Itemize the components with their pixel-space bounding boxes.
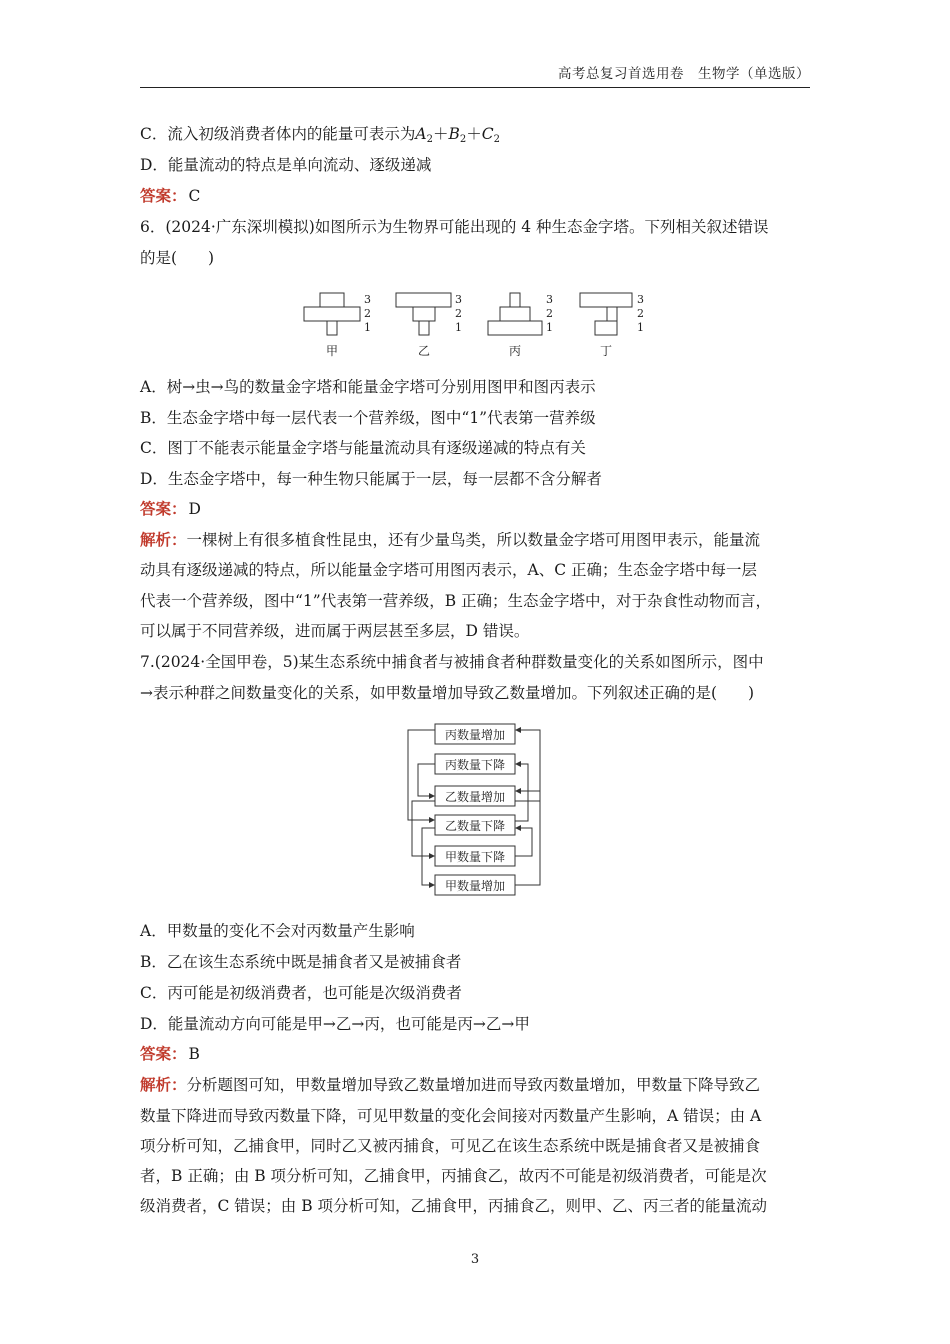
q7-option-d: D．能量流动方向可能是甲→乙→丙，也可能是丙→乙→甲 (140, 1015, 530, 1033)
pyramid-bing-level-3: 3 (546, 293, 553, 306)
q7-analysis-line5: 级消费者，C 错误；由 B 项分析可知，乙捕食甲，丙捕食乙，则甲、乙、丙三者的能量流动 (140, 1197, 768, 1215)
q7-answer: 答案： B (140, 1044, 200, 1063)
q7-option-c: C．丙可能是初级消费者，也可能是次级消费者 (140, 984, 462, 1002)
q6-analysis-line2: 动具有逐级递减的特点，所以能量金字塔可用图丙表示，A、C 正确；生态金字塔中每一层 (140, 561, 757, 579)
q6-pyramid-figure (295, 287, 655, 362)
q5-option-d: D．能量流动的特点是单向流动、逐级递减 (140, 156, 432, 174)
pyramid-jia-level-3: 3 (364, 293, 371, 306)
pyramid-bing-level-2: 2 (546, 307, 553, 320)
flow-box-jia-increase: 甲数量增加 (444, 879, 506, 893)
pyramid-yi-level-3: 3 (455, 293, 462, 306)
pyramid-bing-label: 丙 (508, 344, 522, 358)
flow-box-bing-increase: 丙数量增加 (444, 728, 506, 742)
flow-box-bing-decrease: 丙数量下降 (444, 758, 506, 772)
page-header: 高考总复习首选用卷 生物学（单选版） (140, 62, 810, 88)
q6-option-d: D．生态金字塔中，每一种生物只能属于一层，每一层都不含分解者 (140, 470, 602, 488)
q6-analysis-line4: 可以属于不同营养级，进而属于两层甚至多层，D 错误。 (140, 622, 530, 640)
pyramid-jia-level-2: 2 (364, 307, 371, 320)
page-number: 3 (470, 1252, 480, 1267)
q7-analysis-line1: 解析：分析题图可知，甲数量增加导致乙数量增加进而导致丙数量增加，甲数量下降导致乙 (140, 1075, 761, 1094)
pyramid-yi-level-2: 2 (455, 307, 462, 320)
q6-analysis-line3: 代表一个营养级，图中“1”代表第一营养级，B 正确；生态金字塔中，对于杂食性动物而言， (140, 592, 772, 610)
q6-option-a: A．树→虫→鸟的数量金字塔和能量金字塔可分别用图甲和图丙表示 (140, 378, 596, 396)
q6-option-b: B．生态金字塔中每一层代表一个营养级，图中“1”代表第一营养级 (140, 409, 596, 427)
q7-analysis-line2: 数量下降进而导致丙数量下降，可见甲数量的变化会间接对丙数量产生影响，A 错误；由 A (140, 1107, 762, 1125)
q7-stem-line2: →表示种群之间数量变化的关系，如甲数量增加导致乙数量增加。下列叙述正确的是( ) (140, 684, 755, 702)
q6-stem-line1: 6．(2024·广东深圳模拟)如图所示为生物界可能出现的 4 种生态金字塔。下列相关叙述错误 (140, 218, 769, 236)
q7-flow-diagram (400, 718, 550, 900)
pyramid-ding-level-1: 1 (637, 321, 644, 334)
pyramid-bing-level-1: 1 (546, 321, 553, 334)
flow-box-jia-decrease: 甲数量下降 (444, 850, 506, 864)
q7-option-b: B．乙在该生态系统中既是捕食者又是被捕食者 (140, 953, 462, 971)
q6-option-c: C．图丁不能表示能量金字塔与能量流动具有逐级递减的特点有关 (140, 439, 586, 457)
q7-analysis-line3: 项分析可知，乙捕食甲，同时乙又被丙捕食，可见乙在该生态系统中既是捕食者又是被捕食 (140, 1137, 761, 1155)
pyramid-yi-level-1: 1 (455, 321, 462, 334)
pyramid-ding-level-2: 2 (637, 307, 644, 320)
pyramid-yi-label: 乙 (417, 344, 431, 358)
q6-stem-line2: 的是( ) (140, 249, 215, 267)
q7-option-a: A．甲数量的变化不会对丙数量产生影响 (140, 922, 415, 940)
flow-box-yi-decrease: 乙数量下降 (444, 819, 506, 833)
q6-answer: 答案： D (140, 499, 201, 518)
q5-answer: 答案： C (140, 186, 201, 205)
q6-analysis-line1: 解析：一棵树上有很多植食性昆虫，还有少量鸟类，所以数量金字塔可用图甲表示，能量流 (140, 530, 761, 549)
q5-option-c: C．流入初级消费者体内的能量可表示为$A_2+B_2+C_2$ (140, 125, 500, 145)
pyramid-ding-label: 丁 (599, 344, 613, 358)
q7-analysis-line4: 者，B 正确；由 B 项分析可知，乙捕食甲，丙捕食乙，故丙不可能是初级消费者，可能是次 (140, 1167, 767, 1185)
pyramid-jia-level-1: 1 (364, 321, 371, 334)
q7-stem-line1: 7.(2024·全国甲卷，5)某生态系统中捕食者与被捕食者种群数量变化的关系如图所示，图中 (140, 653, 764, 671)
pyramid-ding-level-3: 3 (637, 293, 644, 306)
flow-box-yi-increase: 乙数量增加 (444, 790, 506, 804)
pyramid-jia-label: 甲 (325, 344, 339, 358)
